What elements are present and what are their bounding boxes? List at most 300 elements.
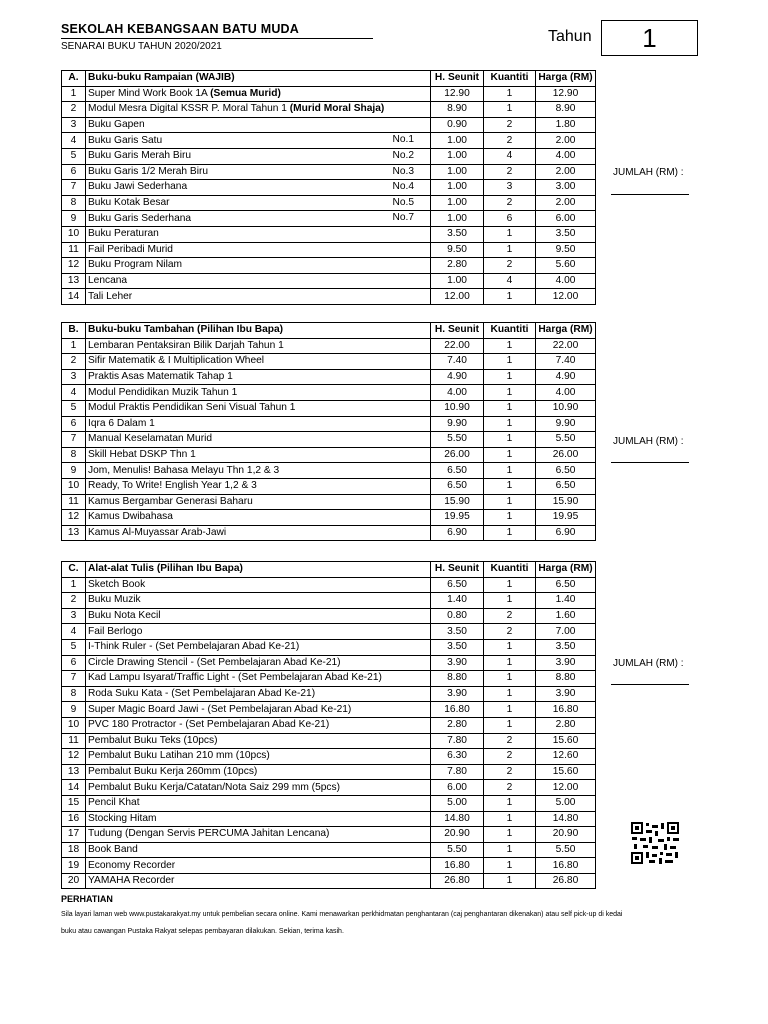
row-number: 12 [62,749,86,765]
tahun-value-box: 1 [601,20,698,56]
item-name: PVC 180 Protractor - (Set Pembelajaran Abad Ke-21) [88,719,330,731]
item-cell [86,273,431,289]
row-number: 4 [62,624,86,640]
price: 3.90 [536,686,596,702]
unit-price: 7.80 [431,764,484,780]
quantity: 1 [484,242,536,258]
item-cell [86,873,431,889]
price: 8.90 [536,102,596,118]
quantity: 1 [484,671,536,687]
row-number: 7 [62,180,86,196]
table-row [62,338,596,354]
row-number: 1 [62,86,86,102]
unit-price: 6.90 [431,525,484,541]
item-name: Buku Garis Sederhana [88,212,192,224]
row-number: 12 [62,258,86,274]
unit-price: 1.00 [431,133,484,149]
notice-text: Sila layari laman web www.pustakarakyat.my untuk pembelian secara online. Kami menawarkan perkhidmatan penghantaran (caj penghantaran dikenakan) atau self pick-up di kedai buku atau cawangan Pustaka Rakyat selepas pembayaran dilakukan. Sekian, terima kasih. [61,911,623,935]
item-cell [86,289,431,305]
price: 15.90 [536,494,596,510]
price: 2.80 [536,717,596,733]
price: 15.60 [536,764,596,780]
item-name: Roda Suku Kata - (Set Pembelajaran Abad Ke-21) [88,688,316,700]
quantity: 4 [484,273,536,289]
row-number: 3 [62,117,86,133]
unit-price: 14.80 [431,811,484,827]
section-header-row [62,323,596,339]
quantity: 1 [484,226,536,242]
price: 6.50 [536,463,596,479]
item-name: Jom, Menulis! Bahasa Melayu Thn 1,2 & 3 [88,464,280,476]
unit-price: 6.30 [431,749,484,765]
item-cell [86,494,431,510]
item-cell [86,148,431,164]
row-number: 13 [62,764,86,780]
unit-price: 2.80 [431,258,484,274]
quantity: 2 [484,780,536,796]
unit-price: 3.50 [431,226,484,242]
section-code: C. [62,562,86,578]
quantity: 1 [484,655,536,671]
unit-price: 10.90 [431,400,484,416]
price: 4.90 [536,369,596,385]
row-number: 5 [62,639,86,655]
jumlah-label-a: JUMLAH (RM) : [613,167,684,178]
unit-price: 5.50 [431,432,484,448]
table-row [62,827,596,843]
row-number: 14 [62,289,86,305]
quantity: 3 [484,180,536,196]
item-cell [86,102,431,118]
row-number: 13 [62,273,86,289]
quantity: 1 [484,639,536,655]
table-row [62,180,596,196]
item-cell [86,671,431,687]
list-subtitle: SENARAI BUKU TAHUN 2020/2021 [61,41,222,52]
unit-price: 3.50 [431,639,484,655]
quantity: 1 [484,86,536,102]
item-cell [86,764,431,780]
unit-price: 8.90 [431,102,484,118]
quantity: 2 [484,624,536,640]
item-name: Sketch Book [88,578,146,590]
table-row [62,463,596,479]
row-number: 11 [62,733,86,749]
price: 10.90 [536,400,596,416]
item-note: (Semua Murid) [210,87,281,99]
unit-price: 4.90 [431,369,484,385]
section-code: A. [62,71,86,87]
price: 6.00 [536,211,596,227]
item-name: I-Think Ruler - (Set Pembelajaran Abad Ke-21) [88,641,300,653]
row-number: 9 [62,702,86,718]
item-cell [86,639,431,655]
quantity: 1 [484,478,536,494]
item-name: Iqra 6 Dalam 1 [88,417,155,429]
item-cell [86,180,431,196]
price: 2.00 [536,195,596,211]
item-name: Buku Jawi Sederhana [88,181,188,193]
row-number: 20 [62,873,86,889]
price: 4.00 [536,148,596,164]
row-number: 8 [62,195,86,211]
price: 1.40 [536,593,596,609]
unit-price: 6.50 [431,478,484,494]
table-row [62,432,596,448]
price: 15.60 [536,733,596,749]
quantity: 1 [484,593,536,609]
item-cell [86,416,431,432]
quantity: 1 [484,525,536,541]
row-number: 8 [62,447,86,463]
unit-price: 2.80 [431,717,484,733]
item-name: Ready, To Write! English Year 1,2 & 3 [88,480,257,492]
item-code: No.7 [392,212,414,224]
price: 19.95 [536,510,596,526]
row-number: 10 [62,717,86,733]
table-row [62,655,596,671]
item-name: Buku Garis Satu [88,134,163,146]
item-cell [86,624,431,640]
quantity: 1 [484,577,536,593]
item-cell [86,195,431,211]
row-number: 18 [62,842,86,858]
item-name: Kamus Dwibahasa [88,511,173,523]
row-number: 19 [62,858,86,874]
column-header-price: Harga (RM) [536,562,596,578]
quantity: 1 [484,463,536,479]
item-name: Pembalut Buku Latihan 210 mm (10pcs) [88,750,270,762]
quantity: 1 [484,858,536,874]
quantity: 1 [484,400,536,416]
item-name: Buku Kotak Besar [88,197,170,209]
price: 12.00 [536,289,596,305]
quantity: 1 [484,873,536,889]
item-cell [86,164,431,180]
item-cell [86,702,431,718]
price: 4.00 [536,273,596,289]
table-row [62,686,596,702]
quantity: 1 [484,416,536,432]
row-number: 10 [62,226,86,242]
item-cell [86,811,431,827]
section-header-row [62,71,596,87]
item-cell [86,400,431,416]
table-row [62,842,596,858]
column-header-quantity: Kuantiti [484,323,536,339]
price: 9.90 [536,416,596,432]
item-cell [86,447,431,463]
unit-price: 16.80 [431,858,484,874]
qr-code-icon [631,822,679,864]
notice-heading: PERHATIAN [61,894,113,904]
table-row [62,525,596,541]
row-number: 1 [62,338,86,354]
table-row [62,639,596,655]
table-row [62,749,596,765]
unit-price: 5.00 [431,795,484,811]
unit-price: 9.50 [431,242,484,258]
item-cell [86,717,431,733]
table-row [62,195,596,211]
unit-price: 1.00 [431,195,484,211]
row-number: 2 [62,593,86,609]
quantity: 1 [484,385,536,401]
item-name: Kamus Al-Muyassar Arab-Jawi [88,527,227,539]
column-header-unit-price: H. Seunit [431,323,484,339]
price: 6.90 [536,525,596,541]
row-number: 6 [62,416,86,432]
item-cell [86,432,431,448]
unit-price: 7.80 [431,733,484,749]
row-number: 7 [62,671,86,687]
item-code: No.5 [392,196,414,208]
column-header-price: Harga (RM) [536,71,596,87]
unit-price: 1.00 [431,148,484,164]
item-name: YAMAHA Recorder [88,875,175,887]
unit-price: 0.90 [431,117,484,133]
row-number: 3 [62,369,86,385]
row-number: 2 [62,102,86,118]
item-name: Lencana [88,275,128,287]
item-name: Pembalut Buku Teks (10pcs) [88,734,218,746]
item-name: Buku Garis 1/2 Merah Biru [88,165,209,177]
table-row [62,273,596,289]
price: 2.00 [536,133,596,149]
item-cell [86,608,431,624]
row-number: 4 [62,133,86,149]
table-row [62,510,596,526]
table-row [62,733,596,749]
row-number: 5 [62,148,86,164]
row-number: 15 [62,795,86,811]
column-header-unit-price: H. Seunit [431,71,484,87]
row-number: 2 [62,354,86,370]
price: 5.50 [536,842,596,858]
quantity: 1 [484,717,536,733]
item-cell [86,385,431,401]
price: 4.00 [536,385,596,401]
section-title: Alat-alat Tulis (Pilihan Ibu Bapa) [86,562,431,578]
unit-price: 12.00 [431,289,484,305]
item-name: Buku Peraturan [88,228,159,240]
item-cell [86,510,431,526]
item-cell [86,369,431,385]
price: 1.60 [536,608,596,624]
table-row [62,289,596,305]
item-name: Pencil Khat [88,797,140,809]
item-name: Pembalut Buku Kerja/Catatan/Nota Saiz 299 mm (5pcs) [88,781,340,793]
column-header-quantity: Kuantiti [484,71,536,87]
item-name: Fail Berlogo [88,625,143,637]
column-header-quantity: Kuantiti [484,562,536,578]
item-cell [86,525,431,541]
quantity: 2 [484,764,536,780]
item-name: Modul Mesra Digital KSSR P. Moral Tahun 1 [88,103,290,115]
item-name: Tudung (Dengan Servis PERCUMA Jahitan Lencana) [88,828,330,840]
item-code: No.3 [392,165,414,177]
price: 6.50 [536,478,596,494]
unit-price: 6.50 [431,577,484,593]
quantity: 1 [484,369,536,385]
section-code: B. [62,323,86,339]
table-row [62,577,596,593]
item-code: No.1 [392,134,414,146]
section-title: Buku-buku Tambahan (Pilihan Ibu Bapa) [86,323,431,339]
table-row [62,478,596,494]
item-cell [86,858,431,874]
table-row [62,258,596,274]
item-cell [86,86,431,102]
item-name: Modul Pendidikan Muzik Tahun 1 [88,386,238,398]
item-name: Sifir Matematik & I Multiplication Wheel [88,355,265,367]
table-row [62,811,596,827]
table-row [62,624,596,640]
price: 12.00 [536,780,596,796]
price: 3.90 [536,655,596,671]
price: 1.80 [536,117,596,133]
price: 16.80 [536,858,596,874]
jumlah-line-c [611,684,689,685]
table-row [62,780,596,796]
table-row [62,447,596,463]
item-cell [86,593,431,609]
table-row [62,369,596,385]
unit-price: 0.80 [431,608,484,624]
price: 12.60 [536,749,596,765]
price: 12.90 [536,86,596,102]
table-row [62,873,596,889]
item-name: Pembalut Buku Kerja 260mm (10pcs) [88,766,258,778]
quantity: 2 [484,749,536,765]
item-name: Book Band [88,843,138,855]
quantity: 2 [484,195,536,211]
unit-price: 5.50 [431,842,484,858]
item-name: Kamus Bergambar Generasi Baharu [88,495,253,507]
tahun-label: Tahun [548,28,592,45]
item-name: Kad Lampu Isyarat/Traffic Light - (Set Pembelajaran Abad Ke-21) [88,672,382,684]
quantity: 1 [484,795,536,811]
table-row [62,385,596,401]
price: 5.00 [536,795,596,811]
price: 16.80 [536,702,596,718]
item-cell [86,338,431,354]
quantity: 2 [484,608,536,624]
row-number: 9 [62,211,86,227]
unit-price: 22.00 [431,338,484,354]
item-name: Circle Drawing Stencil - (Set Pembelajaran Abad Ke-21) [88,656,341,668]
item-name: Buku Garis Merah Biru [88,150,192,162]
row-number: 13 [62,525,86,541]
table-row [62,494,596,510]
price: 6.50 [536,577,596,593]
unit-price: 3.50 [431,624,484,640]
table-row [62,671,596,687]
table-row [62,354,596,370]
table-row [62,164,596,180]
row-number: 9 [62,463,86,479]
row-number: 8 [62,686,86,702]
item-cell [86,733,431,749]
row-number: 3 [62,608,86,624]
quantity: 2 [484,733,536,749]
section-title: Buku-buku Rampaian (WAJIB) [86,71,431,87]
table-row [62,608,596,624]
price: 2.00 [536,164,596,180]
table-row [62,400,596,416]
table-row [62,593,596,609]
item-name: Skill Hebat DSKP Thn 1 [88,449,196,461]
quantity: 2 [484,117,536,133]
price: 9.50 [536,242,596,258]
table-row [62,226,596,242]
item-cell [86,478,431,494]
item-name: Lembaran Pentaksiran Bilik Darjah Tahun 1 [88,339,284,351]
table-row [62,242,596,258]
quantity: 2 [484,258,536,274]
row-number: 6 [62,655,86,671]
table-row [62,858,596,874]
item-name: Buku Program Nilam [88,259,182,271]
item-cell [86,655,431,671]
item-name: Super Magic Board Jawi - (Set Pembelajaran Abad Ke-21) [88,703,352,715]
row-number: 5 [62,400,86,416]
row-number: 14 [62,780,86,796]
item-cell [86,242,431,258]
quantity: 1 [484,447,536,463]
unit-price: 9.90 [431,416,484,432]
table-row [62,211,596,227]
quantity: 4 [484,148,536,164]
item-note: (Murid Moral Shaja) [289,103,385,115]
table-row [62,133,596,149]
unit-price: 1.00 [431,164,484,180]
unit-price: 8.80 [431,671,484,687]
item-cell [86,354,431,370]
unit-price: 1.00 [431,180,484,196]
price: 7.40 [536,354,596,370]
unit-price: 15.90 [431,494,484,510]
price: 3.50 [536,639,596,655]
quantity: 1 [484,811,536,827]
unit-price: 6.00 [431,780,484,796]
item-name: Stocking Hitam [88,812,157,824]
price: 7.00 [536,624,596,640]
unit-price: 3.90 [431,655,484,671]
unit-price: 1.40 [431,593,484,609]
item-name: Buku Muzik [88,594,141,606]
unit-price: 1.00 [431,273,484,289]
table-row [62,148,596,164]
unit-price: 7.40 [431,354,484,370]
item-name: Tali Leher [88,290,133,302]
unit-price: 6.50 [431,463,484,479]
item-cell [86,686,431,702]
price: 8.80 [536,671,596,687]
table-row [62,702,596,718]
item-cell [86,258,431,274]
quantity: 1 [484,338,536,354]
row-number: 17 [62,827,86,843]
table-row [62,416,596,432]
price: 5.60 [536,258,596,274]
row-number: 12 [62,510,86,526]
title-underline [61,38,373,39]
quantity: 1 [484,686,536,702]
row-number: 4 [62,385,86,401]
column-header-price: Harga (RM) [536,323,596,339]
item-name: Economy Recorder [88,859,176,871]
